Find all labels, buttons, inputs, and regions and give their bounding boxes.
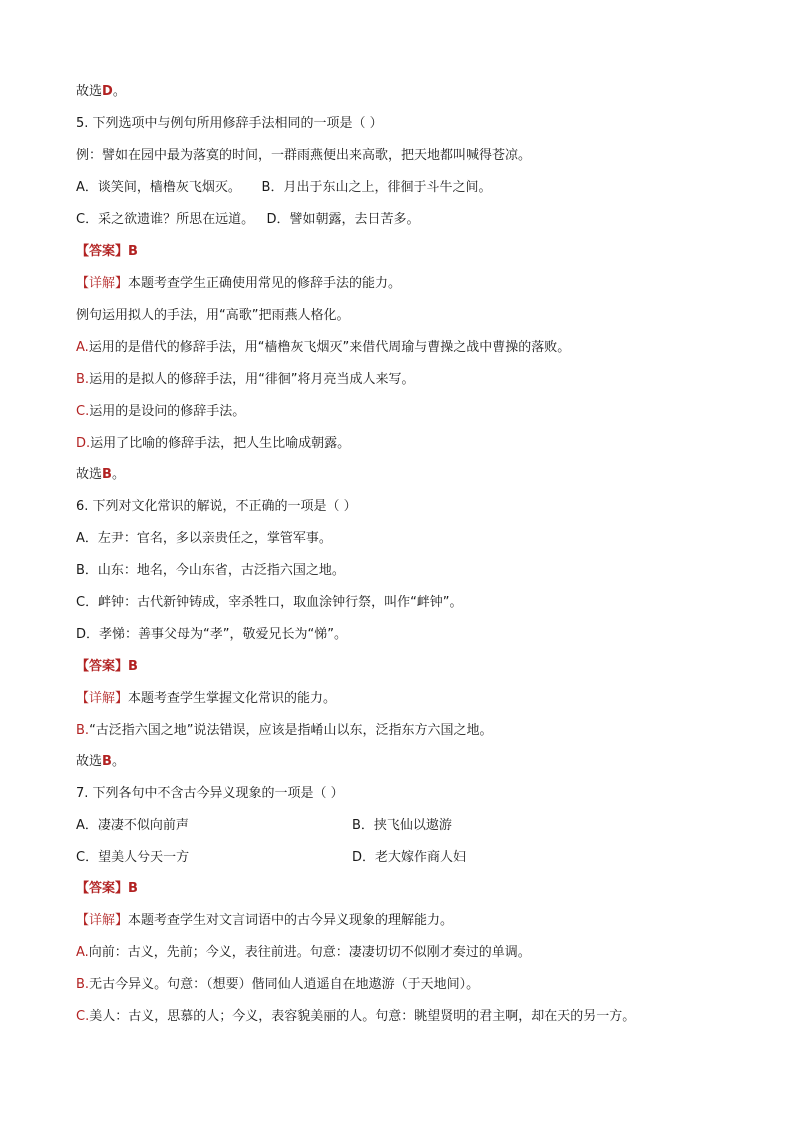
q6-stem: 6. 下列对文化常识的解说，不正确的一项是（ ）	[76, 499, 357, 514]
q6-answer: 【答案】B	[76, 659, 138, 674]
q5-item-a: A.运用的是借代的修辞手法，用“樯橹灰飞烟灭”来借代周瑜与曹操之战中曹操的落败。	[76, 340, 571, 355]
q6-detail: 【详解】本题考查学生掌握文化常识的能力。	[76, 691, 337, 706]
q5-item-c: C.运用的是设问的修辞手法。	[76, 404, 246, 419]
q5-options-cd: C．采之欲遗谁？所思在远道。 D．譬如朝露，去日苦多。	[76, 212, 420, 227]
q7-options-row2	[76, 849, 716, 867]
q7-option-b: B．挟飞仙以遨游	[352, 818, 452, 833]
q7-option-c: C．望美人兮天一方	[76, 850, 190, 865]
q7-option-a: A．凄凄不似向前声	[76, 818, 189, 833]
q5-options-ab: A．谈笑间，樯橹灰飞烟灭。 B．月出于东山之上，徘徊于斗牛之间。	[76, 180, 492, 195]
q7-stem: 7. 下列各句中不含古今异义现象的一项是（ ）	[76, 786, 344, 801]
q7-item-a: A.向前：古义，先前；今义，表往前进。句意：凄凄切切不似刚才奏过的单调。	[76, 945, 531, 960]
q6-conclusion: 故选B。	[76, 754, 125, 769]
q5-item-d: D.运用了比喻的修辞手法，把人生比喻成朝露。	[76, 436, 351, 451]
q7-item-b: B.无古今异义。句意：（想要）偕同仙人逍遥自在地遨游（于天地间）。	[76, 977, 480, 992]
q7-answer: 【答案】B	[76, 881, 138, 896]
q5-stem: 5. 下列选项中与例句所用修辞手法相同的一项是（ ）	[76, 116, 383, 131]
q5-conclusion: 故选B。	[76, 467, 125, 482]
q7-options-row1	[76, 817, 716, 835]
q7-option-d: D．老大嫁作商人妇	[352, 850, 467, 865]
q7-detail: 【详解】本题考查学生对文言词语中的古今异义现象的理解能力。	[76, 913, 454, 928]
q6-option-d: D．孝悌：善事父母为“孝”，敬爱兄长为“悌”。	[76, 627, 347, 642]
q7-item-c: C.美人：古义，思慕的人；今义，表容貌美丽的人。句意：眺望贤明的君主啊，却在天的另一方。	[76, 1009, 636, 1024]
q6-item-b: B.“古泛指六国之地”说法错误，应该是指崤山以东，泛指东方六国之地。	[76, 723, 493, 738]
q5-example: 例：譬如在园中最为落寞的时间，一群雨燕便出来高歌，把天地都叫喊得苍凉。	[76, 148, 532, 163]
q5-answer: 【答案】B	[76, 244, 138, 259]
q6-option-c: C．衅钟：古代新钟铸成，宰杀牲口，取血涂钟行祭，叫作“衅钟”。	[76, 595, 463, 610]
q6-option-b: B．山东：地名，今山东省，古泛指六国之地。	[76, 563, 345, 578]
q5-detail-example: 例句运用拟人的手法，用“高歌”把雨燕人格化。	[76, 308, 350, 323]
prev-conclusion: 故选D。	[76, 84, 126, 99]
q5-detail: 【详解】本题考查学生正确使用常见的修辞手法的能力。	[76, 276, 402, 291]
q5-item-b: B.运用的是拟人的修辞手法，用“徘徊”将月亮当成人来写。	[76, 372, 415, 387]
q6-option-a: A．左尹：官名，多以亲贵任之，掌管军事。	[76, 531, 332, 546]
